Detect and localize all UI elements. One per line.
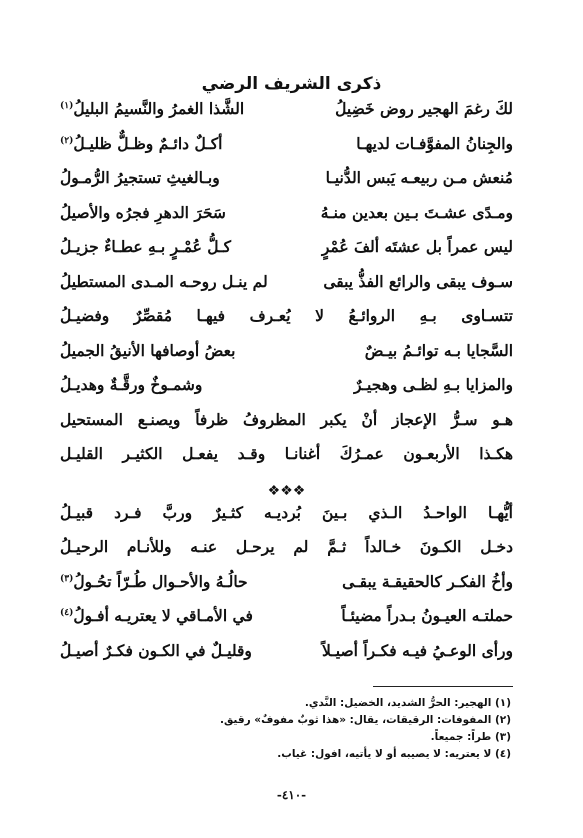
footnote-rule [373, 686, 513, 687]
verse-first-hemistich: السَّجايا بـه توائـمُ بيـضٌ [364, 340, 513, 360]
verse-second-hemistich-text: بعضُ أوصافها الأنيقُ الجميلُ [60, 340, 236, 360]
verse-line [60, 537, 513, 572]
verse-line [60, 272, 513, 307]
verse-second-hemistich-text: الشَّذا الغمرُ والنَّسيمُ البليلُ [73, 99, 245, 118]
verse-second-hemistich [60, 375, 202, 394]
verse-second-hemistich [60, 134, 222, 153]
verse-second-hemistich-text: حالُـهُ والأحـوال طُـرّاً تحُـولُ [73, 571, 248, 591]
verse-second-hemistich [60, 237, 231, 256]
footnotes [90, 695, 511, 763]
footnote-item: (٣) طراً: جميعاً. [430, 731, 511, 743]
verse-first-hemistich: والجِنانُ المفوَّفـات لديهـا [356, 133, 513, 153]
verse-second-hemistich-text: كـلُّ عُمْـرٍ بـهِ عطـاءٌ جزيـلُ [60, 237, 231, 256]
verse-line [60, 134, 513, 169]
verse-second-hemistich [60, 572, 248, 591]
verse-second-hemistich-text: لم ينـل روحـه المـدى المستطيلُ [60, 271, 268, 291]
footnote-marker[interactable]: (١) [60, 100, 74, 111]
poem-section-2 [60, 503, 513, 676]
verse-line [60, 572, 513, 607]
verse-line [60, 99, 513, 134]
verse-first-hemistich: مُنعش مـن ربيعـه يَبس الدُّنيـا [325, 168, 513, 187]
verse-line [60, 444, 513, 479]
verse-second-hemistich [60, 203, 226, 222]
verse-second-hemistich-text: وشمـوخٌ ورقَّـةٌ وهديـلُ [60, 375, 203, 394]
verse-first-hemistich: والمزايا بـهِ لظـى وهجيـرٌ [353, 375, 513, 394]
verse-full-text: أيُّهـا الواحـدُ الـذي بـينَ بُرديـه كثـيرٌ وربَّ فـرد قبيـلُ [60, 502, 513, 522]
footnote-marker[interactable]: (٣) [60, 573, 74, 584]
verse-second-hemistich-text: أكـلٌ دائـمٌ وظـلٌّ ظليـلُ [73, 133, 223, 153]
verse-second-hemistich [60, 99, 244, 118]
verse-line [60, 203, 513, 238]
poem-section-1 [60, 99, 513, 479]
verse-first-hemistich: ليس عمراً بل عشتَه ألفَ عُمْرٍ [321, 237, 513, 256]
verse-second-hemistich-text: في الأمـاقي لا يعتريـه أفـولُ [73, 606, 253, 625]
footnote-item: (٤) لا يعتريه: لا يصيبه أو لا يأتيه، افول: غياب. [277, 748, 511, 760]
verse-second-hemistich [60, 341, 235, 360]
verse-line [60, 168, 513, 203]
section-separator: ❖❖❖ [267, 482, 306, 499]
footnote-item: (٢) المفوفات: الرقيقات، يقال: «هذا ثوبٌ مفوفٌ» رقيق. [219, 714, 511, 726]
verse-full-text: هـو سـرُّ الإعجاز أنْ يكبر المظروفُ ظرفاً ويصنـع المستحيل [60, 409, 513, 429]
verse-line [60, 306, 513, 341]
verse-second-hemistich-text: سَحَرَ الدهرِ فجرُه والأصيلُ [60, 202, 226, 222]
verse-first-hemistich: ورأى الوعـيُ فيـه فكـراً أصيـلاً [322, 640, 513, 660]
verse-full-text: تتسـاوى بـهِ الروائـعُ لا يُعـرف فيهـا مُقصِّرٌ وفضيـلُ [60, 306, 513, 325]
verse-second-hemistich [60, 641, 252, 660]
verse-line [60, 606, 513, 641]
poem-body [60, 99, 513, 675]
verse-line [60, 410, 513, 445]
verse-first-hemistich: سـوف يبقى والرائع الفذُّ يبقى [323, 271, 513, 291]
verse-line [60, 375, 513, 410]
verse-first-hemistich: لكَ رغمَ الهجير روض خَضِيلُ [335, 99, 513, 118]
verse-line [60, 341, 513, 376]
footnote-item: (١) الهجير: الحرُّ الشديد، الخضيل: النَّدي. [304, 697, 511, 709]
verse-line [60, 237, 513, 272]
verse-second-hemistich [60, 606, 253, 625]
verse-first-hemistich: حملتـه العيـونُ بـدراً مضيئـاً [341, 606, 513, 625]
verse-second-hemistich [60, 168, 220, 187]
verse-line [60, 503, 513, 538]
verse-full-text: دخـل الكـونَ خـالداً ثـمَّ لم يرحـل عنـه وللأنـام الرحيـلُ [60, 537, 513, 556]
verse-first-hemistich: وأخُ الفكـر كالحقيقـة يبقـى [342, 571, 513, 591]
verse-second-hemistich-text: وقليـلٌ في الكـون فكـرٌ أصيـلُ [60, 640, 252, 660]
verse-full-text: هكـذا الأربعـون عمـرُكَ أغنانـا وقـد يفعـل الكثيـر القليـل [60, 444, 513, 463]
page-title: ذكرى الشريف الرضي [201, 74, 382, 94]
verse-line [60, 641, 513, 676]
footnote-marker[interactable]: (٢) [60, 135, 74, 146]
verse-first-hemistich: ومـدًى عشـتَ بـين بعدين منـهُ [320, 202, 513, 222]
verse-second-hemistich-text: وبـالغيثِ تستجيرُ الرُّمـولُ [60, 168, 220, 187]
footnote-marker[interactable]: (٤) [60, 607, 74, 618]
verse-second-hemistich [60, 272, 268, 291]
page-number: -٤١٠- [276, 788, 307, 802]
